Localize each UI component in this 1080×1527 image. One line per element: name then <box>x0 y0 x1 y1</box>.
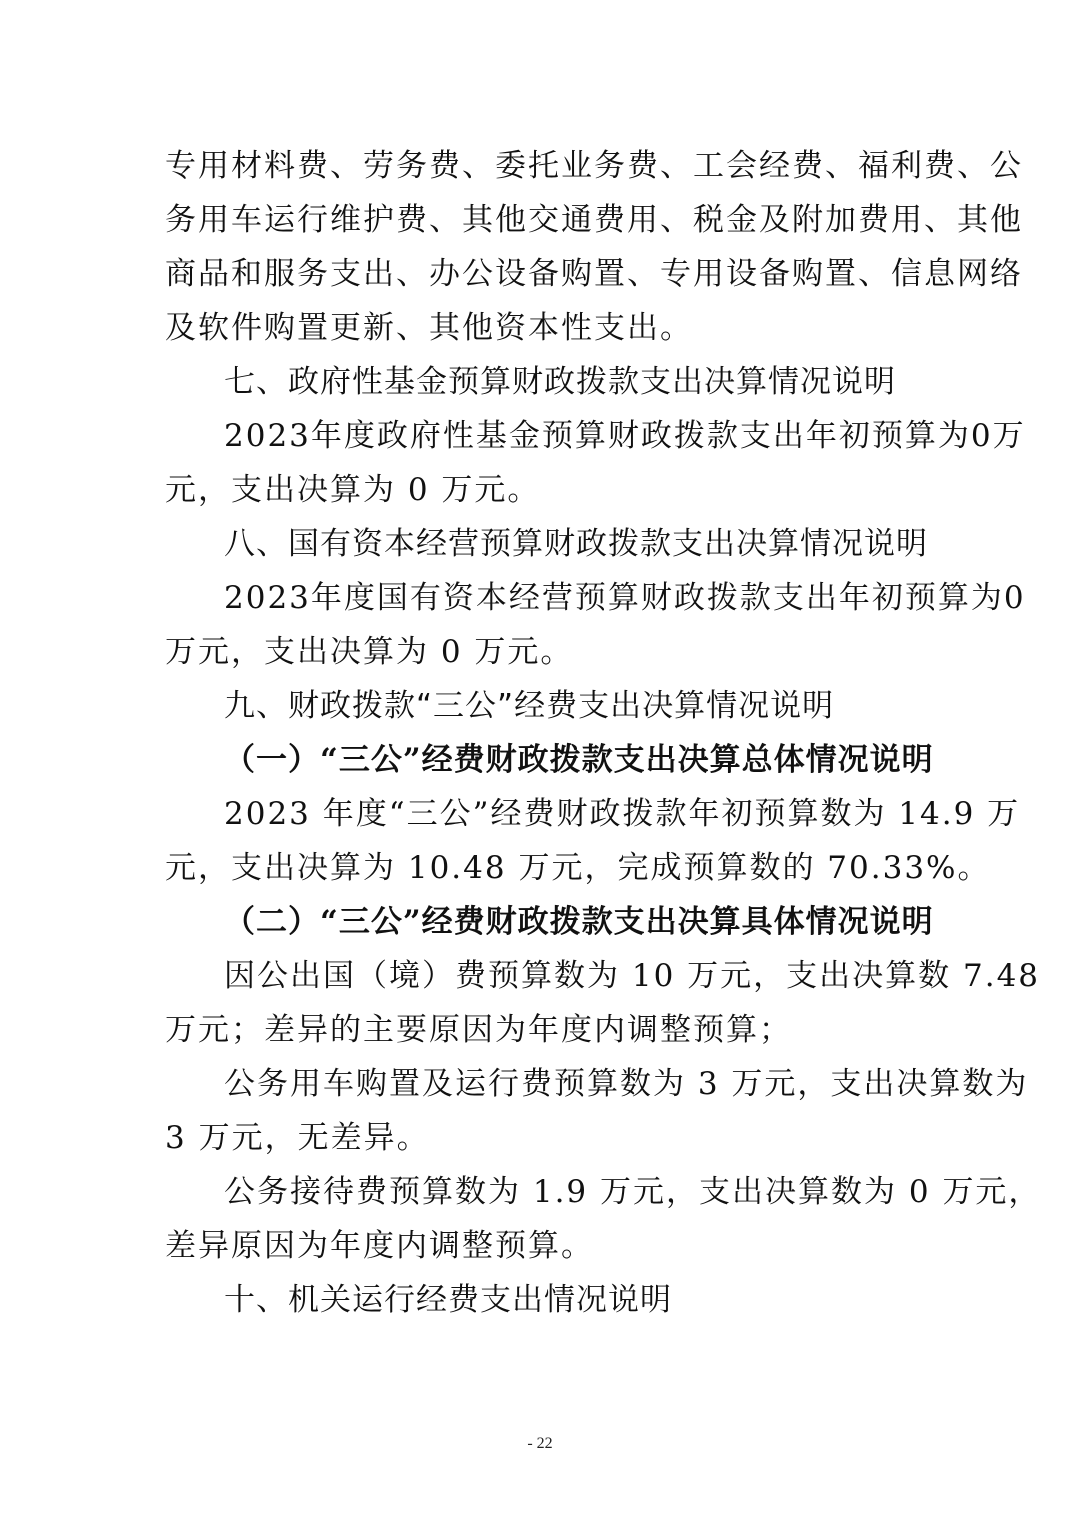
body-text-line: 商品和服务支出、办公设备购置、专用设备购置、信息网络 <box>165 256 1023 292</box>
body-text-line: 元，支出决算为 10.48 万元，完成预算数的 70.33%。 <box>165 850 991 886</box>
body-text-line: 及软件购置更新、其他资本性支出。 <box>165 310 693 346</box>
section-heading-10: 十、机关运行经费支出情况说明 <box>224 1282 672 1318</box>
body-text-line: 因公出国（境）费预算数为 10 万元，支出决算数 7.48 <box>224 958 1041 994</box>
body-text-line: 务用车运行维护费、其他交通费用、税金及附加费用、其他 <box>165 202 1023 238</box>
sub-heading-1: （一）“三公”经费财政拨款支出决算总体情况说明 <box>224 742 934 778</box>
body-text-line: 万元，支出决算为 0 万元。 <box>165 634 574 670</box>
body-text-line: 差异原因为年度内调整预算。 <box>165 1228 594 1264</box>
body-text-line: 元，支出决算为 0 万元。 <box>165 472 541 508</box>
body-text-line: 2023年度政府性基金预算财政拨款支出年初预算为0万 <box>224 418 1026 454</box>
page-number: - 22 <box>527 1435 553 1452</box>
body-text-line: 公务接待费预算数为 1.9 万元，支出决算数为 0 万元， <box>224 1174 1042 1210</box>
body-text-line: 万元；差异的主要原因为年度内调整预算； <box>165 1012 792 1048</box>
sub-heading-2: （二）“三公”经费财政拨款支出决算具体情况说明 <box>224 904 934 940</box>
body-text-line: 公务用车购置及运行费预算数为 3 万元，支出决算数为 <box>224 1066 1029 1102</box>
body-text-line: 2023 年度“三公”经费财政拨款年初预算数为 14.9 万 <box>224 796 1021 832</box>
section-heading-9: 九、财政拨款“三公”经费支出决算情况说明 <box>224 688 835 724</box>
section-heading-8: 八、国有资本经营预算财政拨款支出决算情况说明 <box>224 526 928 562</box>
body-text-line: 专用材料费、劳务费、委托业务费、工会经费、福利费、公 <box>165 148 1023 184</box>
body-text-line: 3 万元，无差异。 <box>165 1120 430 1156</box>
section-heading-7: 七、政府性基金预算财政拨款支出决算情况说明 <box>224 364 896 400</box>
body-text-line: 2023年度国有资本经营预算财政拨款支出年初预算为0 <box>224 580 1026 616</box>
